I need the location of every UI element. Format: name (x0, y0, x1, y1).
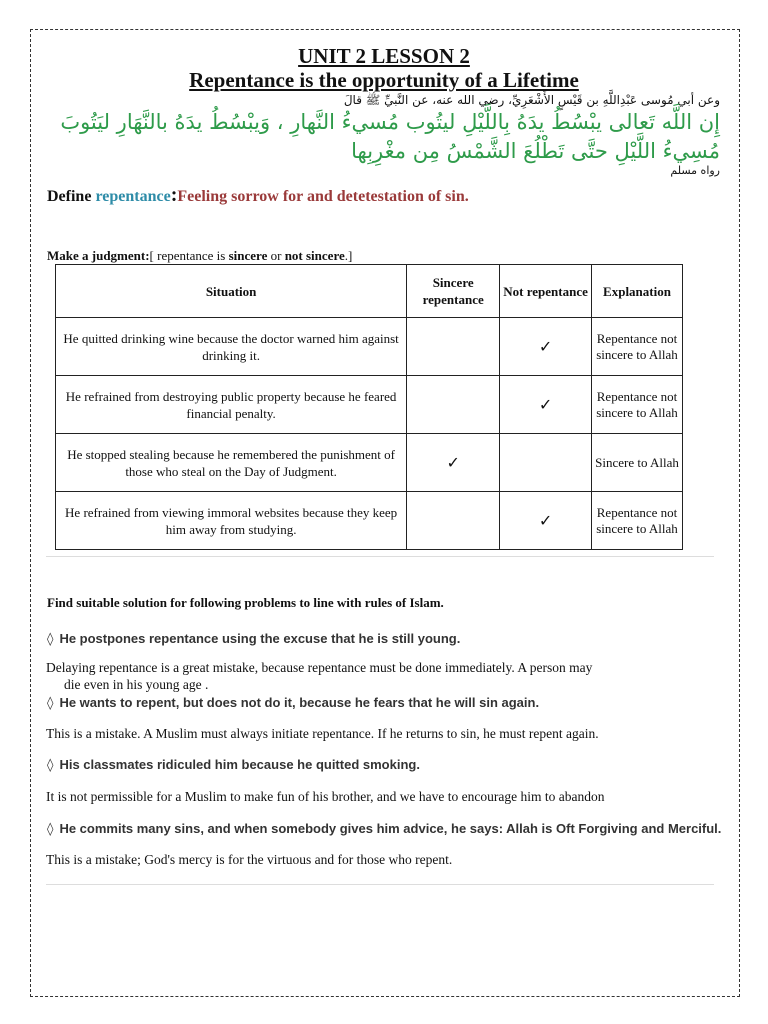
problem-text: He postpones repentance using the excuse that he is still young. (59, 631, 461, 646)
hadith-intro: وعن أبي مُوسى عَبْدِاللَّهِ بن قَيْسٍ الأَشْعَرِيِّ، رضي الله عنه، عن النَّبيِّ ﷺ قالَ (343, 93, 720, 107)
not-check-cell: ✓ (500, 318, 592, 376)
not-check-cell (500, 434, 592, 492)
explanation-cell: Repentance not sincere to Allah (592, 376, 683, 434)
diamond-bullet-icon: ◊ (47, 696, 54, 711)
judgment-not-sincere: not sincere (284, 248, 345, 263)
hadith-source: رواه مسلم (670, 164, 720, 177)
judgment-label: Make a judgment: (47, 248, 150, 263)
solution-text (46, 659, 706, 693)
situation-cell: He refrained from viewing immoral websites because they keep him away from studying. (56, 492, 407, 550)
judgment-sincere: sincere (228, 248, 268, 263)
solution-line: Delaying repentance is a great mistake, because repentance must be done immediately. A person may (46, 660, 593, 675)
solution-text (46, 851, 706, 868)
definition-text: Feeling sorrow for and detetestation of sin. (177, 188, 469, 205)
solution-line: This is a mistake. A Muslim must always initiate repentance. If he returns to sin, he must repent again. (46, 726, 599, 741)
sincere-check-cell (407, 492, 500, 550)
header-explanation: Explanation (592, 265, 683, 318)
sincere-check-cell (407, 318, 500, 376)
problem-text: His classmates ridiculed him because he quitted smoking. (59, 757, 420, 772)
explanation-cell: Repentance not sincere to Allah (592, 492, 683, 550)
judgment-table (55, 264, 683, 550)
explanation-cell: Sincere to Allah (592, 434, 683, 492)
judgment-or: or (267, 248, 285, 263)
diamond-bullet-icon: ◊ (47, 632, 54, 647)
problem-item (47, 631, 460, 647)
solution-text (46, 788, 706, 805)
hadith-text: إِن اللَّه تَعالى يبْسُطُ يدَهُ بِاللَّيْلِ ليتُوب مُسيءُ النَّهارِ ، وَيبْسُطُ يدَهُ بالنَّهَارِ ليَتُوبَ مُسِيءُ اللَّيْلِ حتَّى تَطْلُعَ الشَّمْسُ مِن مغْرِبِها (60, 110, 720, 163)
situation-cell: He stopped stealing because he remembered the punishment of those who steal on the Day of Judgment. (56, 434, 407, 492)
divider (46, 556, 714, 557)
definition-prefix: Define (47, 188, 96, 205)
solution-line-cont: die even in his young age . (64, 677, 209, 692)
unit-title: UNIT 2 LESSON 2 (298, 44, 470, 68)
table-row (56, 434, 683, 492)
definition-word: repentance (95, 188, 171, 205)
situation-cell: He refrained from destroying public property because he feared financial penalty. (56, 376, 407, 434)
divider (46, 884, 714, 885)
header-not: Not repentance (500, 265, 592, 318)
lesson-title: Repentance is the opportunity of a Lifetime (189, 68, 579, 92)
diamond-bullet-icon: ◊ (47, 822, 54, 837)
situation-cell: He quitted drinking wine because the doctor warned him against drinking it. (56, 318, 407, 376)
explanation-cell: Repentance not sincere to Allah (592, 318, 683, 376)
sincere-check-cell: ✓ (407, 434, 500, 492)
definition-line (47, 184, 469, 207)
diamond-bullet-icon: ◊ (47, 758, 54, 773)
solution-line: This is a mistake; God's mercy is for the virtuous and for those who repent. (46, 852, 453, 867)
table-row (56, 492, 683, 550)
header-sincere: Sincere repentance (407, 265, 500, 318)
judgment-instruction (47, 248, 352, 264)
definition-colon: : (170, 184, 178, 206)
problem-text: He commits many sins, and when somebody gives him advice, he says: Allah is Oft Forgiving and Merciful. (59, 821, 722, 836)
table-row (56, 318, 683, 376)
solution-line: It is not permissible for a Muslim to make fun of his brother, and we have to encourage him to abandon (46, 789, 605, 804)
solution-text (46, 725, 706, 742)
problem-text: He wants to repent, but does not do it, because he fears that he will sin again. (59, 695, 540, 710)
sincere-check-cell (407, 376, 500, 434)
judgment-close: .] (344, 248, 353, 263)
problem-item (47, 695, 539, 711)
table-header-row (56, 265, 683, 318)
header-situation: Situation (56, 265, 407, 318)
problem-item (47, 821, 721, 837)
problems-heading: Find suitable solution for following problems to line with rules of Islam. (47, 595, 444, 610)
problem-item (47, 757, 420, 773)
not-check-cell: ✓ (500, 492, 592, 550)
judgment-open: [ repentance is (149, 248, 229, 263)
not-check-cell: ✓ (500, 376, 592, 434)
table-row (56, 376, 683, 434)
